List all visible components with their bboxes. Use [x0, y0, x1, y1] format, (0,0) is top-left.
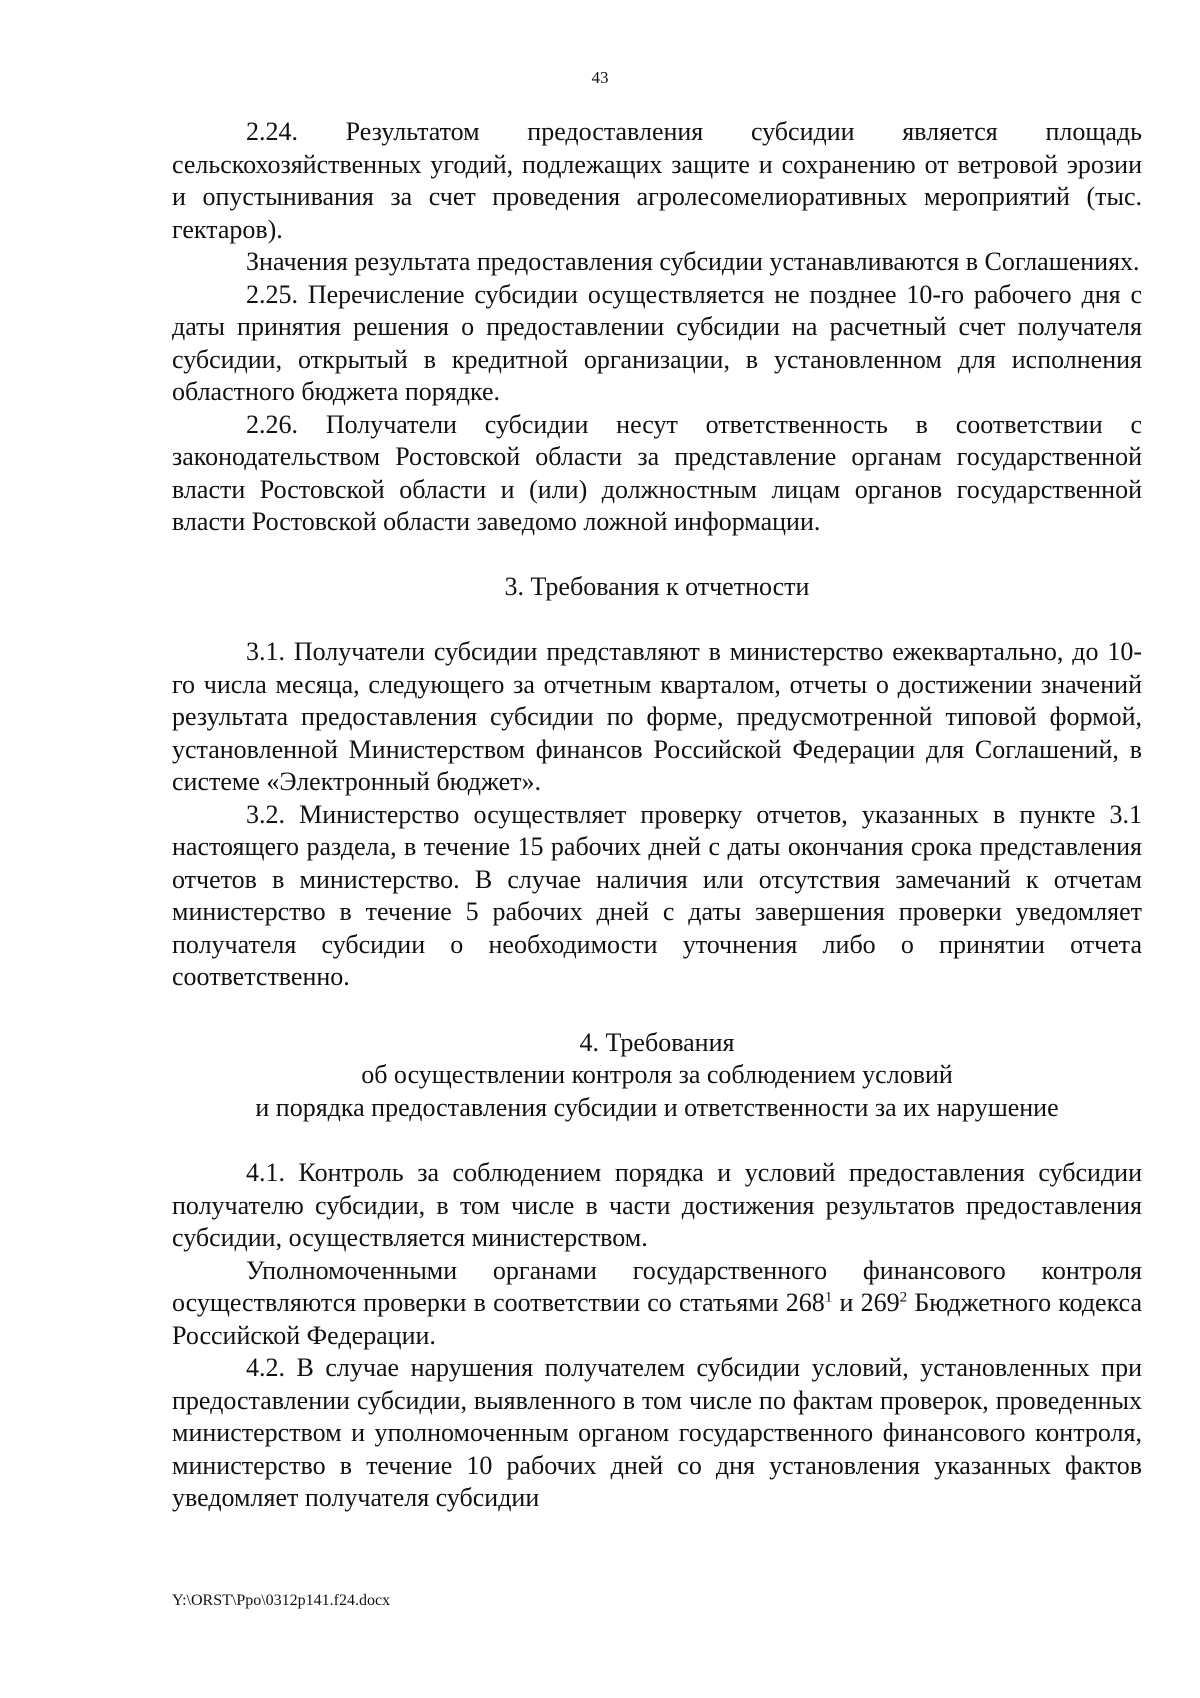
superscript-1: 1: [824, 1289, 833, 1306]
section-4-heading-line-2: об осуществлении контроля за соблюдением условий: [361, 1060, 953, 1089]
paragraph-4-1: 4.1. Контроль за соблюдением порядка и условий предоставления субсидии получателю субсидии, в том числе в части достижения результатов предоставления субсидии, осуществляется министерством.: [172, 1158, 1142, 1252]
section-4-heading-line-3: и порядка предоставления субсидии и ответственности за их нарушение: [255, 1092, 1059, 1122]
page-number: 43: [591, 68, 609, 87]
paragraph-2-26: 2.26. Получатели субсидии несут ответственность в соответствии с законодательством Ростовской области за представление органам государственной власти Ростовской области и (или) должностным лицам органов государственной власти Ростовской области заведомо ложной информации.: [172, 409, 1142, 536]
paragraph-2-25: 2.25. Перечисление субсидии осуществляется не позднее 10-го рабочего дня с даты принятия решения о предоставлении субсидии на расчетный счет получателя субсидии, открытый в кредитной организации, в установленном для исполнения областного бюджета порядке.: [172, 279, 1142, 406]
audit-text-part-3: Бюджетного кодекса Российской Федерации.: [172, 1288, 1142, 1350]
section-4-heading-line-1: 4. Требования: [579, 1027, 735, 1057]
paragraph-2-24-values: Значения результата предоставления субсидии устанавливаются в Соглашениях.: [246, 247, 1140, 276]
file-path-footer: Y:\ORST\Ppo\0312p141.f24.docx: [172, 1592, 391, 1609]
section-4-heading: [172, 1027, 1142, 1125]
superscript-2: 2: [899, 1289, 908, 1306]
paragraph-4-1-audit: [172, 1255, 1142, 1353]
paragraph-2-24: 2.24. Результатом предоставления субсидии является площадь сельскохозяйственных угодий, подлежащих защите и сохранению от ветровой эрозии и опустынивания за счет проведения агролесомелиоративных мероприятий (тыс. гектаров).: [172, 117, 1142, 244]
audit-text-part-1: Уполномоченными органами государственного финансового контроля осуществляются проверки в соответствии со статьями 268: [172, 1255, 1142, 1317]
section-3-heading: 3. Требования к отчетности: [504, 571, 810, 601]
paragraph-3-2: 3.2. Министерство осуществляет проверку отчетов, указанных в пункте 3.1 настоящего раздела, в течение 15 рабочих дней с даты окончания срока представления отчетов в министерство. В случае наличия или отсутствия замечаний к отчетам министерство в течение 5 рабочих дней с даты завершения проверки уведомляет получателя субсидии о необходимости уточнения либо о принятии отчета соответственно.: [172, 799, 1142, 991]
audit-text-part-2: и 269: [832, 1288, 900, 1317]
document-body: [172, 116, 1142, 1515]
paragraph-4-2: 4.2. В случае нарушения получателем субсидии условий, установленных при предоставлении субсидии, выявленного в том числе по фактам проверок, проведенных министерством и уполномоченным органом государственного финансового контроля, министерство в течение 10 рабочих дней со дня установления указанных фактов уведомляет получателя субсидии: [172, 1353, 1142, 1512]
paragraph-3-1: 3.1. Получатели субсидии представляют в министерство ежеквартально, до 10-го числа месяца, следующего за отчетным кварталом, отчеты о достижении значений результата предоставления субсидии по форме, предусмотренной типовой формой, установленной Министерством финансов Российской Федерации для Соглашений, в системе «Электронный бюджет».: [172, 637, 1142, 796]
